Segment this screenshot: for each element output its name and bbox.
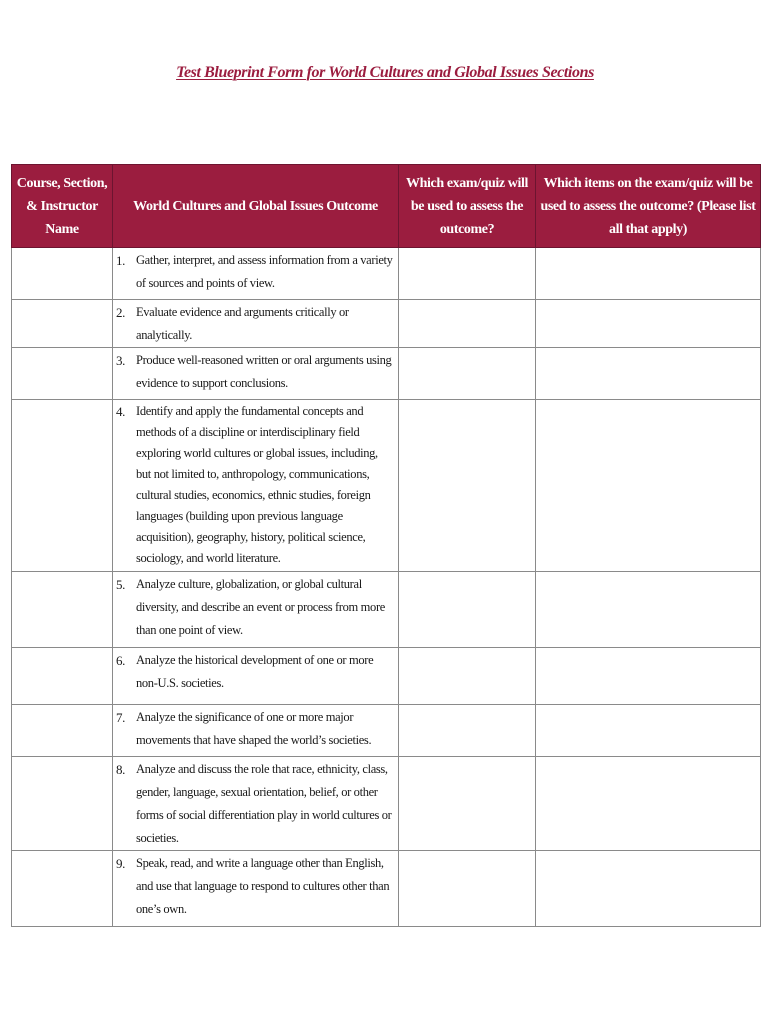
outcome-cell xyxy=(113,400,399,572)
exam-cell[interactable] xyxy=(399,400,536,572)
outcome-cell xyxy=(113,248,399,300)
exam-cell[interactable] xyxy=(399,648,536,705)
items-cell[interactable] xyxy=(536,348,761,400)
header-course-section: Course, Section, & Instructor Name xyxy=(12,165,113,248)
items-cell[interactable] xyxy=(536,400,761,572)
table-row xyxy=(12,300,761,348)
outcome-number: 9. xyxy=(116,856,126,871)
outcome-number: 3. xyxy=(116,353,126,368)
header-items: Which items on the exam/quiz will be used to assess the outcome? (Please list all that apply) xyxy=(536,165,761,248)
exam-cell[interactable] xyxy=(399,300,536,348)
course-cell[interactable] xyxy=(12,757,113,851)
table-row xyxy=(12,851,761,927)
exam-cell[interactable] xyxy=(399,851,536,927)
outcome-number: 7. xyxy=(116,710,126,725)
course-cell[interactable] xyxy=(12,572,113,648)
table-row xyxy=(12,572,761,648)
table-row xyxy=(12,248,761,300)
outcome-cell xyxy=(113,300,399,348)
outcome-text: Analyze culture, globalization, or global cultural diversity, and describe an event or process from more than one point of view. xyxy=(136,577,385,637)
course-cell[interactable] xyxy=(12,248,113,300)
outcome-number: 8. xyxy=(116,762,126,777)
outcome-cell xyxy=(113,705,399,757)
outcome-cell xyxy=(113,348,399,400)
table-row xyxy=(12,757,761,851)
header-outcome: World Cultures and Global Issues Outcome xyxy=(113,165,399,248)
exam-cell[interactable] xyxy=(399,348,536,400)
outcome-cell xyxy=(113,572,399,648)
items-cell[interactable] xyxy=(536,648,761,705)
outcome-cell xyxy=(113,851,399,927)
table-row xyxy=(12,648,761,705)
items-cell[interactable] xyxy=(536,757,761,851)
page-title: Test Blueprint Form for World Cultures and Global Issues Sections xyxy=(176,64,594,81)
outcome-text: Speak, read, and write a language other than English, and use that language to respond to cultures other than one’s own. xyxy=(136,856,390,916)
items-cell[interactable] xyxy=(536,705,761,757)
outcome-text: Analyze the significance of one or more major movements that have shaped the world’s societies. xyxy=(136,710,372,747)
outcome-cell xyxy=(113,757,399,851)
outcome-text: Gather, interpret, and assess information from a variety of sources and points of view. xyxy=(136,253,393,290)
outcome-text: Analyze the historical development of one or more non-U.S. societies. xyxy=(136,653,374,690)
header-exam: Which exam/quiz will be used to assess the outcome? xyxy=(399,165,536,248)
exam-cell[interactable] xyxy=(399,705,536,757)
table-header-row xyxy=(12,165,761,248)
items-cell[interactable] xyxy=(536,248,761,300)
table-row xyxy=(12,348,761,400)
table-row xyxy=(12,705,761,757)
course-cell[interactable] xyxy=(12,300,113,348)
outcome-number: 5. xyxy=(116,577,126,592)
course-cell[interactable] xyxy=(12,648,113,705)
items-cell[interactable] xyxy=(536,851,761,927)
exam-cell[interactable] xyxy=(399,757,536,851)
course-cell[interactable] xyxy=(12,705,113,757)
blueprint-table xyxy=(11,164,761,927)
outcome-text: Produce well-reasoned written or oral arguments using evidence to support conclusions. xyxy=(136,353,392,390)
outcome-number: 6. xyxy=(116,653,126,668)
outcome-cell xyxy=(113,648,399,705)
outcome-text: Analyze and discuss the role that race, ethnicity, class, gender, language, sexual orientation, belief, or other forms of social differentiation play in world cultures or societies. xyxy=(136,762,392,845)
outcome-number: 1. xyxy=(116,253,126,268)
items-cell[interactable] xyxy=(536,300,761,348)
outcome-text: Identify and apply the fundamental concepts and methods of a discipline or interdisciplinary field exploring world cultures or global issues, including, but not limited to, anthropology, communications, cultural studies, economics, ethnic studies, foreign languages (building upon previous language acquisition), geography, history, political science, sociology, and world literature. xyxy=(136,404,378,565)
course-cell[interactable] xyxy=(12,851,113,927)
exam-cell[interactable] xyxy=(399,572,536,648)
table-row xyxy=(12,400,761,572)
course-cell[interactable] xyxy=(12,348,113,400)
course-cell[interactable] xyxy=(12,400,113,572)
items-cell[interactable] xyxy=(536,572,761,648)
outcome-number: 4. xyxy=(116,404,126,419)
outcome-text: Evaluate evidence and arguments critically or analytically. xyxy=(136,305,349,342)
exam-cell[interactable] xyxy=(399,248,536,300)
outcome-number: 2. xyxy=(116,305,126,320)
